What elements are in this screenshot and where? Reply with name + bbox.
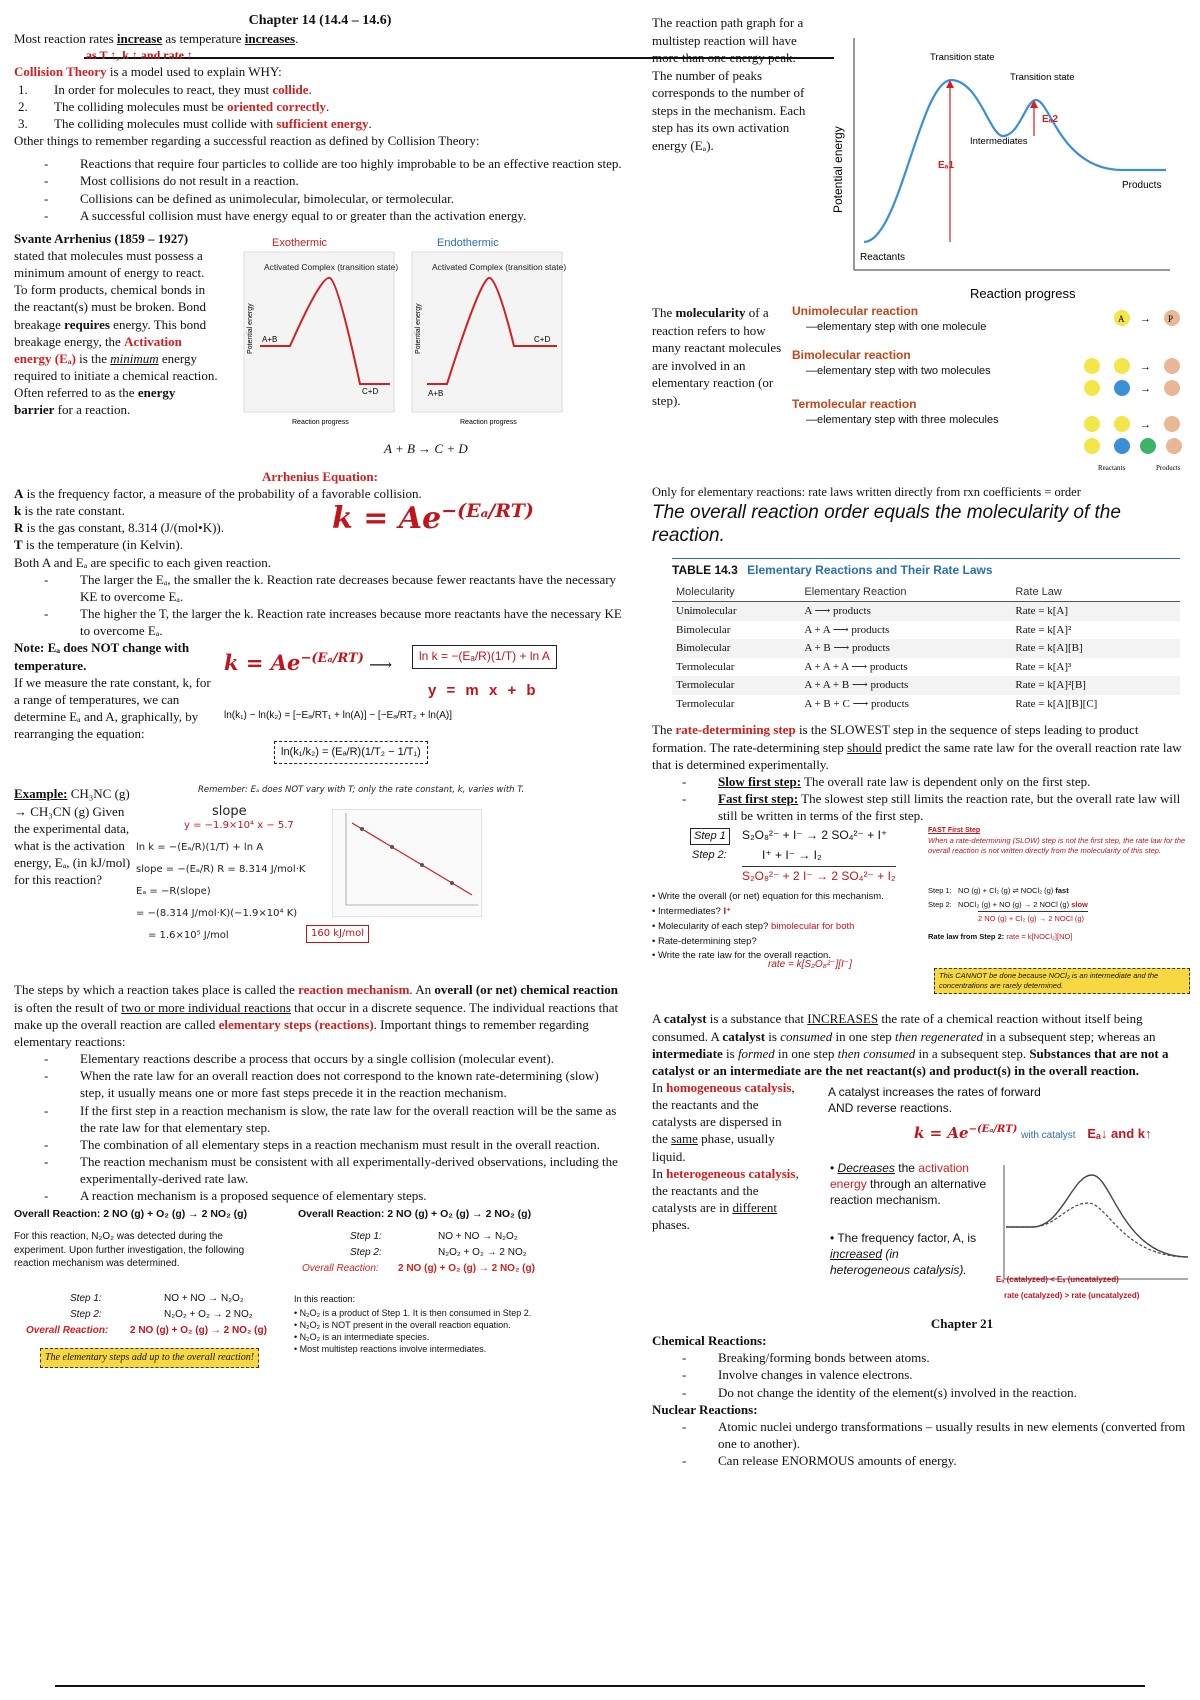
catalyzed-curve xyxy=(1006,1203,1188,1257)
dash-item: - The larger the Eₐ, the smaller the k. Reaction rate decreases because fewer reactants have the necessary KE to overcome Eₐ. xyxy=(80,571,626,605)
dash-item: - Involve changes in valence electrons. xyxy=(718,1366,1192,1383)
collision-theory-line: Collision Theory is a model used to explain WHY: xyxy=(14,64,282,80)
ms-ylabel: Potential energy xyxy=(831,126,845,213)
step-b-1-label: Step 1: xyxy=(70,1293,102,1305)
step-b-2-label: Step 2: xyxy=(70,1309,102,1321)
arrhenius-title: Arrhenius Equation: xyxy=(262,468,378,484)
bottom-divider xyxy=(55,1685,1145,1687)
dash-item: - Can release ENORMOUS amounts of energy. xyxy=(718,1452,1192,1469)
ts2-label: Transition state xyxy=(1010,72,1075,83)
both-specific: Both A and Eₐ are specific to each given reaction. xyxy=(14,554,271,570)
table-header: Elementary Reaction xyxy=(800,583,1011,602)
dash-item: - Breaking/forming bonds between atoms. xyxy=(718,1349,1192,1366)
arrhenius-bio: Svante Arrhenius (1859 – 1927) stated that molecules must possess a minimum amount of energy to react. To form products, chemical bonds in the reactant(s) must be broken. Bond breakage requires energy. This bond breakage energy, the Activation energy (Eₐ) is the minimum energy required to initiate a chemical reaction. Often referred to as the energy barrier for a reaction. xyxy=(14,230,218,418)
table-cell: A + B + C ⟶ products xyxy=(804,697,909,710)
legend-reactants: Reactants xyxy=(1098,464,1126,472)
table-header: Molecularity xyxy=(672,583,800,602)
frequency-bullet: • The frequency factor, A, is increased (in heterogeneous catalysis). xyxy=(830,1231,977,1277)
exothermic-label: Exothermic xyxy=(272,236,328,249)
step2-eq: I⁺ + I⁻ → I₂ xyxy=(762,848,822,863)
table-cell: Termolecular xyxy=(672,676,800,695)
graphical-section xyxy=(14,639,626,785)
step-b-1: NO + NO → N₂O₂ xyxy=(164,1293,244,1305)
collision-points xyxy=(14,81,626,132)
endo-axis-energy: Potential energy xyxy=(415,303,422,354)
table-cell: Bimolecular xyxy=(676,623,731,636)
endothermic-label: Endothermic xyxy=(437,236,499,249)
collision-point: 3. The colliding molecules must collide with sufficient energy. xyxy=(18,115,372,131)
hand-answer: 160 kJ/mol xyxy=(306,925,369,942)
collision-dashes xyxy=(14,155,626,224)
ln-form-box: ln k = −(Eₐ/R)(1/T) + ln A xyxy=(412,645,557,669)
dash-item: - Collisions can be defined as unimolecular, bimolecular, or termolecular. xyxy=(80,190,626,207)
in-this-reaction: In this reaction: xyxy=(294,1294,356,1305)
step-a-1: NO + NO → N₂O₂ xyxy=(438,1231,518,1243)
catalyst-fr: A catalyst increases the rates of forward AND reverse reactions. xyxy=(828,1085,1041,1115)
ymxb-label: y = m x + b xyxy=(428,682,539,700)
overall-reaction-1: Overall Reaction: 2 NO (g) + O₂ (g) → 2 NO₂ (g) xyxy=(14,1208,248,1221)
example-text: Example: CH₃NC (g) → CH₃CN (g) Given the experimental data, what is the activation energy, Eₐ, (in kJ/mol) for this reaction? xyxy=(14,786,131,888)
svg-text:→: → xyxy=(1140,419,1151,431)
arrhenius-section xyxy=(14,230,626,492)
yellow-note: This CANNOT be done because NOCl₂ is an intermediate and the concentrations are rarely determined. xyxy=(934,968,1190,994)
uncatalyzed-curve xyxy=(1006,1175,1188,1257)
overall-paragraph: For this reaction, N₂O₂ was detected during the experiment. Upon further investigation, the following reaction mechanism was determined. xyxy=(14,1231,245,1269)
overall-a-label: Overall Reaction: xyxy=(302,1263,379,1275)
ms-xlabel: Reaction progress xyxy=(970,286,1076,301)
table-cell: Bimolecular xyxy=(672,639,800,658)
data-point xyxy=(420,863,424,867)
chapter-21-title: Chapter 21 xyxy=(930,1316,994,1331)
hand-step-4: = −(8.314 J/mol·K)(−1.9×10⁴ K) xyxy=(136,908,298,920)
rds-paragraph: The rate-determining step is the SLOWEST step in the sequence of steps leading to product formation. The rate-determining step should predict the same rate law for the overall reaction rate law that is determined experimentally. xyxy=(652,722,1182,772)
dash-item: - A successful collision must have energy equal to or greater than the activation energy. xyxy=(80,207,626,224)
dash-item: - Atomic nuclei undergo transformations – usually results in new elements (converted from one to another). xyxy=(718,1418,1192,1452)
hand-step-1: ln k = −(Eₐ/R)(1/T) + ln A xyxy=(136,842,264,854)
exo-axis-energy: Potential energy xyxy=(247,303,254,354)
endo-axis-progress: Reaction progress xyxy=(460,418,517,426)
table-row xyxy=(672,695,1180,714)
table-row xyxy=(672,621,1180,640)
handwritten-arrow-note: as T ↑, k ↑ and rate ↑ xyxy=(86,47,193,62)
overall-order-statement: The overall reaction order equals the molecularity of the reaction. xyxy=(652,501,1121,547)
legend-products: Products xyxy=(1156,464,1181,472)
in-this-list xyxy=(294,1308,531,1356)
arrhenius-defs xyxy=(14,485,626,554)
table-title: Elementary Reactions and Their Rate Laws xyxy=(747,563,993,577)
data-point xyxy=(390,845,394,849)
reactants-label: Reactants xyxy=(860,252,906,263)
elementary-add-note: The elementary steps add up to the overall reaction! xyxy=(40,1348,259,1367)
left-column xyxy=(14,12,626,1382)
intermediates-label: Intermediates xyxy=(970,136,1028,147)
table-cell: Termolecular xyxy=(676,697,735,710)
in-this-item: • N₂O₂ is an intermediate species. xyxy=(294,1332,430,1343)
fast-first-title: FAST First Step xyxy=(928,827,981,835)
step1-eq: S₂O₈²⁻ + I⁻ → 2 SO₄²⁻ + I⁺ xyxy=(742,828,888,843)
overall-a: 2 NO (g) + O₂ (g) → 2 NO₂ (g) xyxy=(398,1263,535,1275)
overall-b-label: Overall Reaction: xyxy=(26,1325,109,1337)
fast-first-note: When a rate-determining (SLOW) step is not the first step, the rate law for the overall reaction is not written directly from the molecularity of this step. xyxy=(928,836,1186,855)
svg-text:→: → xyxy=(1140,361,1151,373)
reaction-eq-abcd: A + B → C + D xyxy=(384,440,468,456)
step-a-2-label: Step 2: xyxy=(350,1247,382,1259)
other-things: Other things to remember regarding a successful reaction as defined by Collision Theory: xyxy=(14,133,480,149)
in-this-item: • N₂O₂ is a product of Step 1. It is then consumed in Step 2. xyxy=(294,1308,532,1319)
collision-point: 1. In order for molecules to react, they must collide. xyxy=(18,81,312,97)
measure-text: If we measure the rate constant, k, for a range of temperatures, we can determine Eₐ and A, graphically, by rearranging the equation: xyxy=(14,674,211,742)
arrhenius-big-equation: $k = Ae^{-(E_a/RT)}$ xyxy=(332,500,534,537)
data-point xyxy=(360,827,364,831)
arrhenius-eq-red: $k = Ae^{-(E_a/RT)}$ ⟶ xyxy=(224,650,393,676)
exo-product-label: C+D xyxy=(362,386,379,396)
svg-text:P: P xyxy=(1168,314,1174,324)
intro-line: Most reaction rates increase as temperature increases. xyxy=(14,31,299,47)
table-label: TABLE 14.3 xyxy=(672,563,738,577)
only-elementary: Only for elementary reactions: rate laws written directly from rxn coefficients = order xyxy=(652,485,1081,499)
fast-first: - Fast first step: The slowest step still limits the reaction rate, but the overall rate law will still be written in terms of the first step. xyxy=(718,790,1192,824)
svg-text:→: → xyxy=(1140,383,1151,395)
chemical-reactions-heading: Chemical Reactions: xyxy=(652,1333,767,1349)
step1-box: Step 1 xyxy=(690,828,730,845)
rate-law-table-wrap xyxy=(672,558,1180,713)
arrhenius-plot xyxy=(332,809,482,917)
svg-text:→: → xyxy=(1140,313,1151,325)
table-row xyxy=(672,639,1180,658)
multistep-energy-diagram xyxy=(820,18,1180,303)
ea1-label: Eₐ1 xyxy=(938,160,955,171)
mechanism-example xyxy=(14,1208,626,1382)
two-point-box: ln(k₁/k₂) = (Eₐ/R)(1/T₂ − 1/T₁) xyxy=(274,741,428,764)
dash-item: - The combination of all elementary steps in a reaction mechanism must result in the overall reaction. xyxy=(80,1136,626,1153)
rate-law-table xyxy=(672,583,1180,714)
note-block xyxy=(14,639,214,742)
table-row xyxy=(672,602,1180,621)
ea-compare: Eₐ (catalyzed) < Eₐ (uncatalyzed) xyxy=(996,1275,1119,1284)
dash-item: - Reactions that require four particles to collide are too highly improbable to be an effective reaction step. xyxy=(80,155,626,172)
table-cell: Rate = k[A]² xyxy=(1015,623,1072,636)
molecularity-section xyxy=(652,304,1192,484)
dash-item: - Do not change the identity of the element(s) involved in the reaction. xyxy=(718,1384,1192,1401)
arrhenius-def: T is the temperature (in Kelvin). xyxy=(14,537,183,553)
overall-reaction-2: Overall Reaction: 2 NO (g) + O₂ (g) → 2 NO₂ (g) xyxy=(298,1208,532,1221)
chemical-reactions-list xyxy=(652,1349,1192,1400)
mechanism-paragraph: The steps by which a reaction takes place is called the reaction mechanism. An overall (or net) chemical reaction is often the result of two or more individual reactions that occur in a discrete sequence. The individual reactions that make up the overall reaction are called elementary steps (reactions). Important things to remember regarding elementary reactions: xyxy=(14,982,619,1049)
endo-product-label: C+D xyxy=(534,334,551,344)
collision-point: 2. The colliding molecules must be oriented correctly. xyxy=(18,98,330,114)
table-cell: Rate = k[A]³ xyxy=(1015,660,1072,673)
table-cell: Rate = k[A]²[B] xyxy=(1011,676,1180,695)
in-this-item: • N₂O₂ is NOT present in the overall reaction equation. xyxy=(294,1320,511,1331)
catalyst-equation: $k = Ae^{-(E_a/RT)}$ with catalyst Eₐ↓ and k↑ xyxy=(914,1124,1152,1142)
dash-item: - Most collisions do not result in a reaction. xyxy=(80,172,626,189)
table-cell: A + A + A ⟶ products xyxy=(804,660,908,673)
catalysis-types: In homogeneous catalysis, the reactants and the catalysts are dispersed in the same phase, usually liquid. In heterogeneous catalysis, the reactants and the catalysts are in different phases. xyxy=(652,1080,799,1233)
endo-activated-complex: Activated Complex (transition state) xyxy=(432,261,567,272)
slow-first: - Slow first step: The overall rate law is dependent only on the first step. xyxy=(718,773,1192,790)
rate-compare: rate (catalyzed) > rate (uncatalyzed) xyxy=(1004,1291,1140,1300)
molecule-icons xyxy=(1078,304,1188,474)
mechanism-dashes xyxy=(14,1050,626,1204)
first-step-list xyxy=(652,773,1192,824)
right-column xyxy=(652,12,1192,1469)
table-cell: A + A + B ⟶ products xyxy=(800,676,1011,695)
products-label: Products xyxy=(1122,180,1162,191)
multistep-section xyxy=(652,14,1192,304)
example-section xyxy=(14,785,626,975)
exo-endo-diagrams xyxy=(242,234,572,434)
remember-note: Remember: Eₐ does NOT vary with T; only the rate constant, k, varies with T. xyxy=(198,785,525,796)
mechanism-worked-examples xyxy=(652,828,1192,1014)
overall-b: 2 NO (g) + O₂ (g) → 2 NO₂ (g) xyxy=(130,1325,267,1337)
table-cell: Unimolecular xyxy=(672,602,800,621)
mechanism-questions: • Write the overall (or net) equation for this mechanism. • Intermediates? I⁺ • Molecularity of each step? bimolecular for both • Rate-determining step? • Write the rate law for the overall reaction. xyxy=(652,891,884,962)
two-point-eq: ln(k₁) − ln(k₂) = [−Eₐ/RT₁ + ln(A)] − [−Eₐ/RT₂ + ln(A)] xyxy=(224,710,453,722)
arrhenius-def: A is the frequency factor, a measure of the probability of a favorable collision. xyxy=(14,486,422,502)
step-b-2: N₂O₂ + O₂ → 2 NO₂ xyxy=(164,1309,253,1321)
table-row xyxy=(672,676,1180,695)
hand-slope: slope xyxy=(212,804,247,820)
molecularity-text: The molecularity of a reaction refers to how many reactant molecules are involved in an elementary reaction (or step). xyxy=(652,305,782,408)
decreases-bullet: • Decreases the activation energy through an alternative reaction mechanism. xyxy=(830,1161,987,1207)
data-point xyxy=(450,881,454,885)
endo-reactant-label: A+B xyxy=(428,388,444,398)
in-this-item: • Most multistep reactions involve intermediates. xyxy=(294,1344,487,1355)
note-ea: Note: Eₐ does NOT change with temperature. xyxy=(14,640,190,673)
catalyst-paragraph: A catalyst is a substance that INCREASES the rate of a chemical reaction without itself being consumed. A catalyst is consumed in one step then regenerated in a subsequent step; whereas an intermediate is formed in one step then consumed in a subsequent step. Substances that are not a catalyst or an intermediate are the net reactant(s) and product(s) in the overall reaction. xyxy=(652,1011,1169,1078)
table-cell: Rate = k[A] xyxy=(1011,602,1180,621)
exo-axis-progress: Reaction progress xyxy=(292,418,349,426)
hand-line-fit: y = −1.9×10⁴ x − 5.7 xyxy=(184,820,294,832)
step-a-1-label: Step 1: xyxy=(350,1231,382,1243)
table-cell: A + A ⟶ products xyxy=(804,623,890,636)
step-a-2: N₂O₂ + O₂ → 2 NO₂ xyxy=(438,1247,527,1259)
no-mech: Step 1: NO (g) + Cl₂ (g) ⇌ NOCl₂ (g) fast Step 2: NOCl₂ (g) + NO (g) → 2 NOCl (g) slow 2 NO (g) + Cl₂ (g) → 2 NOCl (g) Rate law from Step 2: rate = k[NOCl₂][NO] xyxy=(928,886,1088,941)
multistep-curve xyxy=(864,80,1166,242)
exo-reactant-label: A+B xyxy=(262,334,278,344)
nuclear-reactions-heading: Nuclear Reactions: xyxy=(652,1401,758,1417)
table-header: Rate Law xyxy=(1011,583,1180,602)
table-row xyxy=(672,658,1180,677)
dash-item: - The higher the T, the larger the k. Reaction rate increases because more reactants have the necessary KE to overcome Eₐ. xyxy=(80,605,626,639)
svg-text:A: A xyxy=(1118,314,1125,324)
arrhenius-def: R is the gas constant, 8.314 (J/(mol•K)). xyxy=(14,520,224,536)
table-cell: Rate = k[A][B][C] xyxy=(1015,697,1098,710)
table-cell: A + B ⟶ products xyxy=(800,639,1011,658)
hand-step-5: = 1.6×10⁵ J/mol xyxy=(148,930,229,942)
table-cell: A ⟶ products xyxy=(800,602,1011,621)
dash-item: - When the rate law for an overall reaction does not correspond to the known rate-determining (slow) step, it usually means one or more fast steps precede it in the reaction mechanism. xyxy=(80,1067,626,1101)
step2-label: Step 2: xyxy=(692,849,727,862)
exo-activated-complex: Activated Complex (transition state) xyxy=(264,261,399,272)
arrhenius-dashes xyxy=(14,571,626,640)
dash-item: - The reaction mechanism must be consistent with all experimentally-derived observations, including the experimentally-derived rate law. xyxy=(80,1153,626,1187)
arrhenius-def: k is the rate constant. xyxy=(14,503,125,519)
chapter-14-title: Chapter 14 (14.4 – 14.6) xyxy=(248,13,392,28)
dash-item: - Elementary reactions describe a process that occurs by a single collision (molecular event). xyxy=(80,1050,626,1067)
dash-item: - A reaction mechanism is a proposed sequence of elementary steps. xyxy=(80,1187,626,1204)
table-cell: Rate = k[A][B] xyxy=(1011,639,1180,658)
path-text: The reaction path graph for a multistep reaction will have more than one energy peak. The number of peaks corresponds to the number of steps in the mechanism. Each step has its own activation energy (Eₐ). xyxy=(652,15,806,153)
hand-step-2: slope = −(Eₐ/R) R = 8.314 J/mol·K xyxy=(136,864,306,876)
sum-eq: S₂O₈²⁻ + 2 I⁻ → 2 SO₄²⁻ + I₂ xyxy=(742,866,896,885)
ts1-label: Transition state xyxy=(930,52,995,63)
hand-step-3: Eₐ = −R(slope) xyxy=(136,886,211,898)
table-cell: Termolecular xyxy=(676,660,735,673)
molecularity-types: Unimolecular reaction —elementary step with one molecule Bimolecular reaction —elementary step with two molecules Termolecular reaction —elementary step with three molecules xyxy=(792,304,999,426)
catalysis-section xyxy=(652,1079,1192,1309)
catalyst-energy-diagram xyxy=(992,1157,1192,1287)
ea2-label: Eₐ2 xyxy=(1042,114,1059,125)
dash-item: - If the first step in a reaction mechanism is slow, the rate law for the overall reaction will be the same as the rate law for that elementary step. xyxy=(80,1102,626,1136)
nuclear-reactions-list xyxy=(652,1418,1192,1469)
rate-answer: rate = k[S₂O₈²⁻][I⁻] xyxy=(768,959,852,971)
